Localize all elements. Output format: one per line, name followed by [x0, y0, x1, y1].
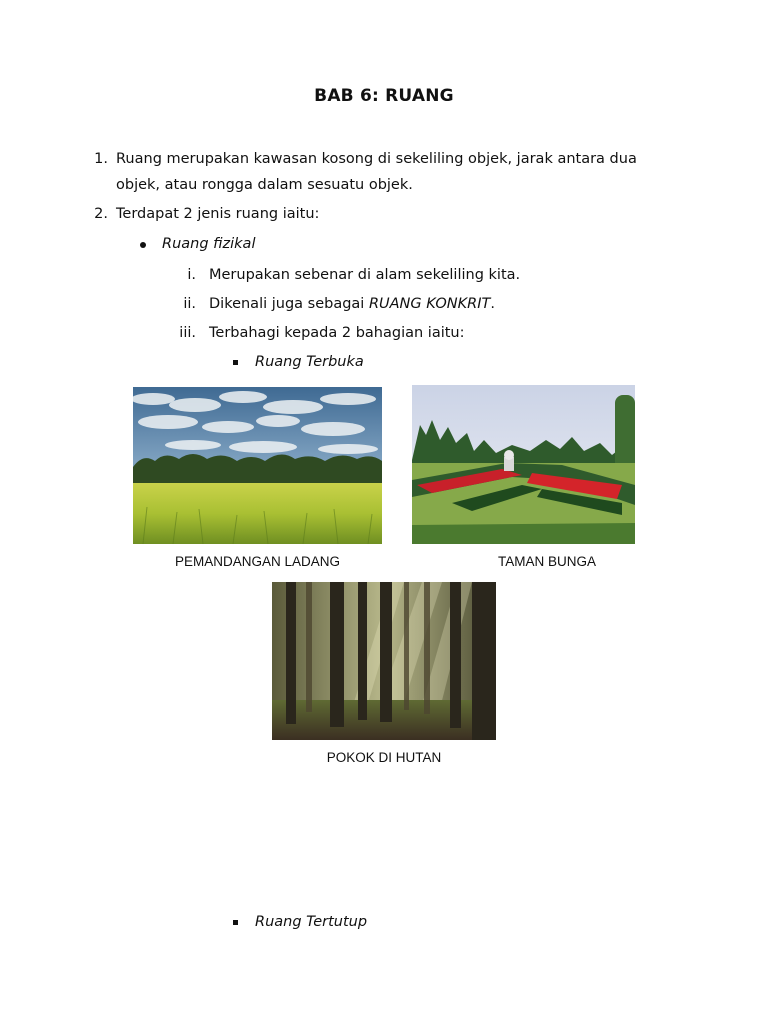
roman-item-2-pre: Dikenali juga sebagai [209, 296, 369, 312]
bullet-dot [140, 242, 146, 248]
roman-num-2: ii. [183, 296, 196, 312]
roman-item-2 [209, 294, 495, 314]
list-number-2: 2. [94, 206, 108, 222]
forest-photo [272, 582, 496, 740]
roman-item-3: Terbahagi kepada 2 bahagian iaitu: [209, 325, 465, 341]
caption-garden: TAMAN BUNGA [497, 554, 596, 569]
ruang-konkrit-emphasis: RUANG KONKRIT [368, 296, 491, 312]
caption-forest: POKOK DI HUTAN [326, 750, 442, 765]
item2-text: Terdapat 2 jenis ruang iaitu: [116, 206, 320, 222]
caption-field: PEMANDANGAN LADANG [174, 554, 341, 569]
item1-line1: Ruang merupakan kawasan kosong di sekeliling objek, jarak antara dua [116, 151, 637, 167]
garden-photo [412, 385, 635, 544]
field-photo [133, 387, 382, 544]
square-ruang-terbuka: Ruang Terbuka [255, 354, 364, 370]
roman-num-3: iii. [179, 325, 196, 341]
roman-item-1: Merupakan sebenar di alam sekeliling kita. [209, 267, 521, 283]
square-bullet [233, 920, 238, 925]
square-bullet [233, 360, 238, 365]
page-title: BAB 6: RUANG [314, 86, 454, 106]
list-number-1: 1. [94, 151, 108, 167]
roman-num-1: i. [187, 267, 196, 283]
roman-item-2-post: . [490, 296, 495, 312]
square-ruang-tertutup: Ruang Tertutup [255, 914, 368, 930]
bullet-ruang-fizikal: Ruang fizikal [162, 236, 256, 252]
item1-line2: objek, atau rongga dalam sesuatu objek. [116, 177, 413, 193]
